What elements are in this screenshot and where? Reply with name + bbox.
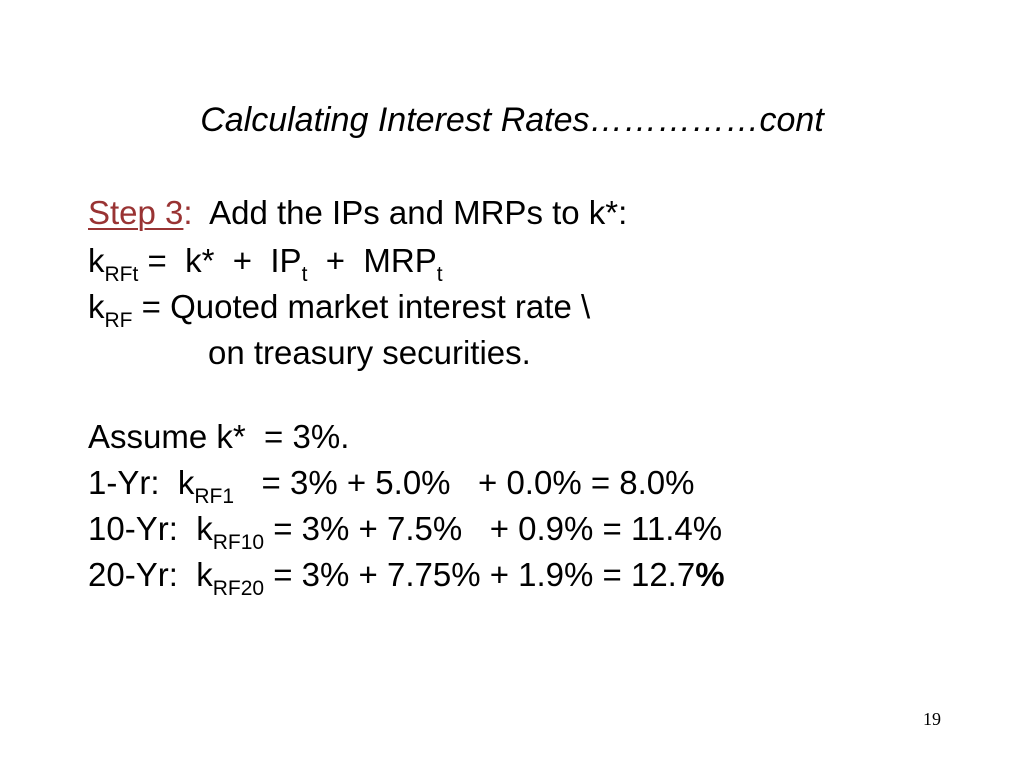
- row-rest: = 3% + 5.0% + 0.0% = 8.0%: [234, 464, 695, 501]
- formula-plus-mrp: + MRP: [307, 242, 437, 279]
- formula2-sub-rf: RF: [104, 309, 133, 332]
- row-rest: = 3% + 7.75% + 1.9% = 12.7: [264, 556, 696, 593]
- slide-body: [88, 190, 725, 598]
- row-sub: RF20: [212, 577, 265, 600]
- row-rest: = 3% + 7.5% + 0.9% = 11.4%: [264, 510, 723, 547]
- formula-krft-line: [88, 238, 725, 284]
- assume-line: Assume k* = 3%.: [88, 418, 350, 455]
- row-prefix: 10-Yr: k: [88, 510, 213, 547]
- step-text: Add the IPs and MRPs to k*:: [192, 194, 628, 231]
- formula-k: k: [88, 242, 105, 279]
- formula-krf-line: [88, 284, 725, 330]
- row-prefix: 20-Yr: k: [88, 556, 213, 593]
- page-number: 19: [923, 709, 941, 729]
- row-rest-end: %: [695, 556, 725, 593]
- formula-middle: = k* + IP: [138, 242, 302, 279]
- row-sub: RF10: [212, 531, 265, 554]
- row-prefix: 1-Yr: k: [88, 464, 195, 501]
- formula2-k: k: [88, 288, 105, 325]
- slide-title: Calculating Interest Rates……………cont: [200, 101, 824, 139]
- step-colon: :: [183, 194, 193, 231]
- rate-row-20yr: [88, 552, 725, 598]
- formula-sub-t-ip: t: [301, 263, 308, 286]
- row-sub: RF1: [194, 485, 235, 508]
- formula-sub-rft: RFt: [104, 263, 139, 286]
- formula-sub-t-mrp: t: [436, 263, 443, 286]
- formula2-text: = Quoted market interest rate \: [132, 288, 591, 325]
- rate-row-1yr: [88, 460, 725, 506]
- formula-krf-continuation: on treasury securities.: [208, 334, 531, 371]
- step-line: [88, 190, 725, 236]
- rate-row-10yr: [88, 506, 725, 552]
- step-label: Step 3: [88, 194, 184, 231]
